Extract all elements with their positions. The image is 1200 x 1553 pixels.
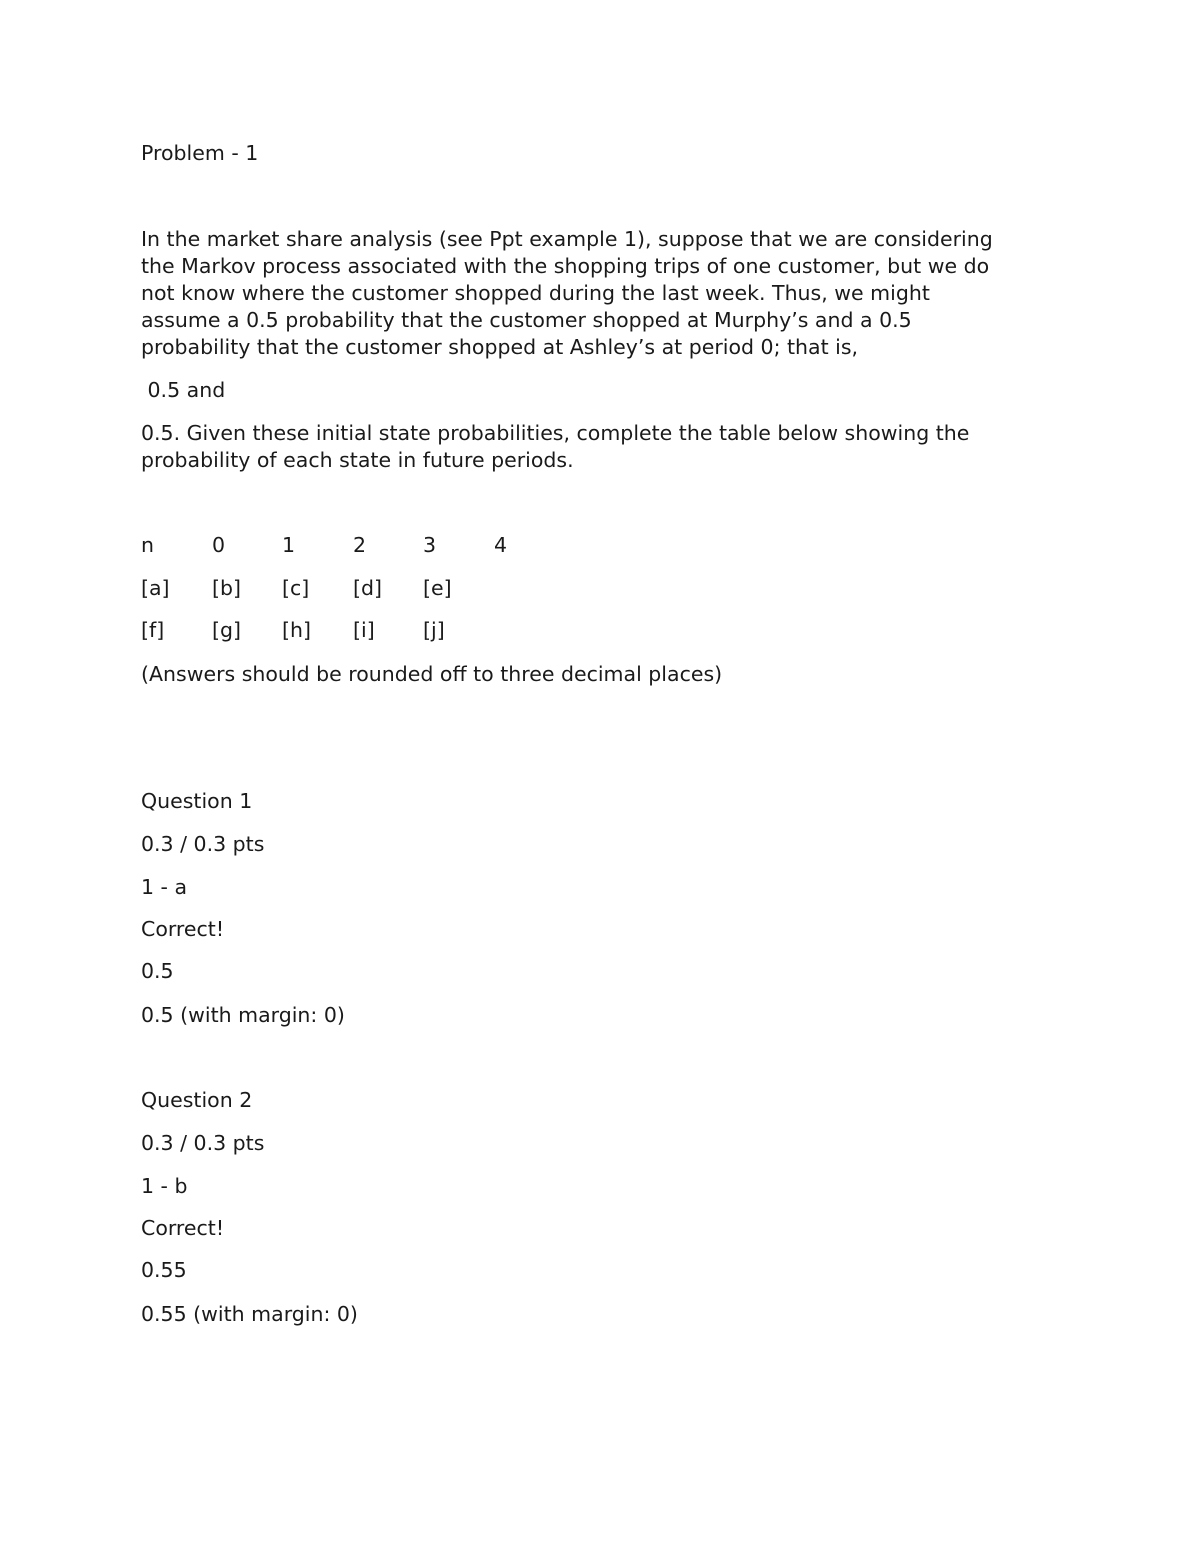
table-cell: [d] (353, 576, 383, 600)
question-title: Question 1 (141, 789, 253, 813)
question-points: 0.3 / 0.3 pts (141, 1131, 265, 1155)
question-correct-answer: 0.55 (with margin: 0) (141, 1302, 358, 1326)
question-correct-answer: 0.5 (with margin: 0) (141, 1003, 345, 1027)
question-answer: 0.5 (141, 959, 174, 983)
table-header-cell: n (141, 533, 154, 557)
question-part: 1 - b (141, 1174, 188, 1198)
table-header-cell: 1 (282, 533, 296, 557)
instruction-line: 0.5. Given these initial state probabilities, complete the table below showing the (141, 421, 970, 445)
intro-line: assume a 0.5 probability that the customer shopped at Murphy’s and a 0.5 (141, 308, 912, 332)
table-cell: [b] (212, 576, 242, 600)
instruction-line: probability of each state in future periods. (141, 448, 574, 472)
table-header-cell: 0 (212, 533, 226, 557)
question-points: 0.3 / 0.3 pts (141, 832, 265, 856)
question-status: Correct! (141, 917, 225, 941)
rounding-note: (Answers should be rounded off to three decimal places) (141, 662, 723, 686)
table-cell: [h] (282, 618, 311, 642)
table-cell: [j] (423, 618, 445, 642)
table-cell: [f] (141, 618, 165, 642)
question-answer: 0.55 (141, 1258, 187, 1282)
problem-title: Problem - 1 (141, 141, 259, 165)
given-probability-line: 0.5 and (141, 378, 226, 402)
table-cell: [i] (353, 618, 375, 642)
intro-line: In the market share analysis (see Ppt example 1), suppose that we are considering (141, 227, 993, 251)
table-header-cell: 4 (494, 533, 508, 557)
table-header-cell: 3 (423, 533, 437, 557)
table-cell: [a] (141, 576, 170, 600)
table-header-cell: 2 (353, 533, 367, 557)
question-status: Correct! (141, 1216, 225, 1240)
question-part: 1 - a (141, 875, 188, 899)
table-cell: [g] (212, 618, 242, 642)
intro-line: the Markov process associated with the shopping trips of one customer, but we do (141, 254, 990, 278)
table-cell: [e] (423, 576, 452, 600)
intro-line: probability that the customer shopped at Ashley’s at period 0; that is, (141, 335, 859, 359)
table-cell: [c] (282, 576, 310, 600)
question-title: Question 2 (141, 1088, 253, 1112)
intro-line: not know where the customer shopped during the last week. Thus, we might (141, 281, 930, 305)
